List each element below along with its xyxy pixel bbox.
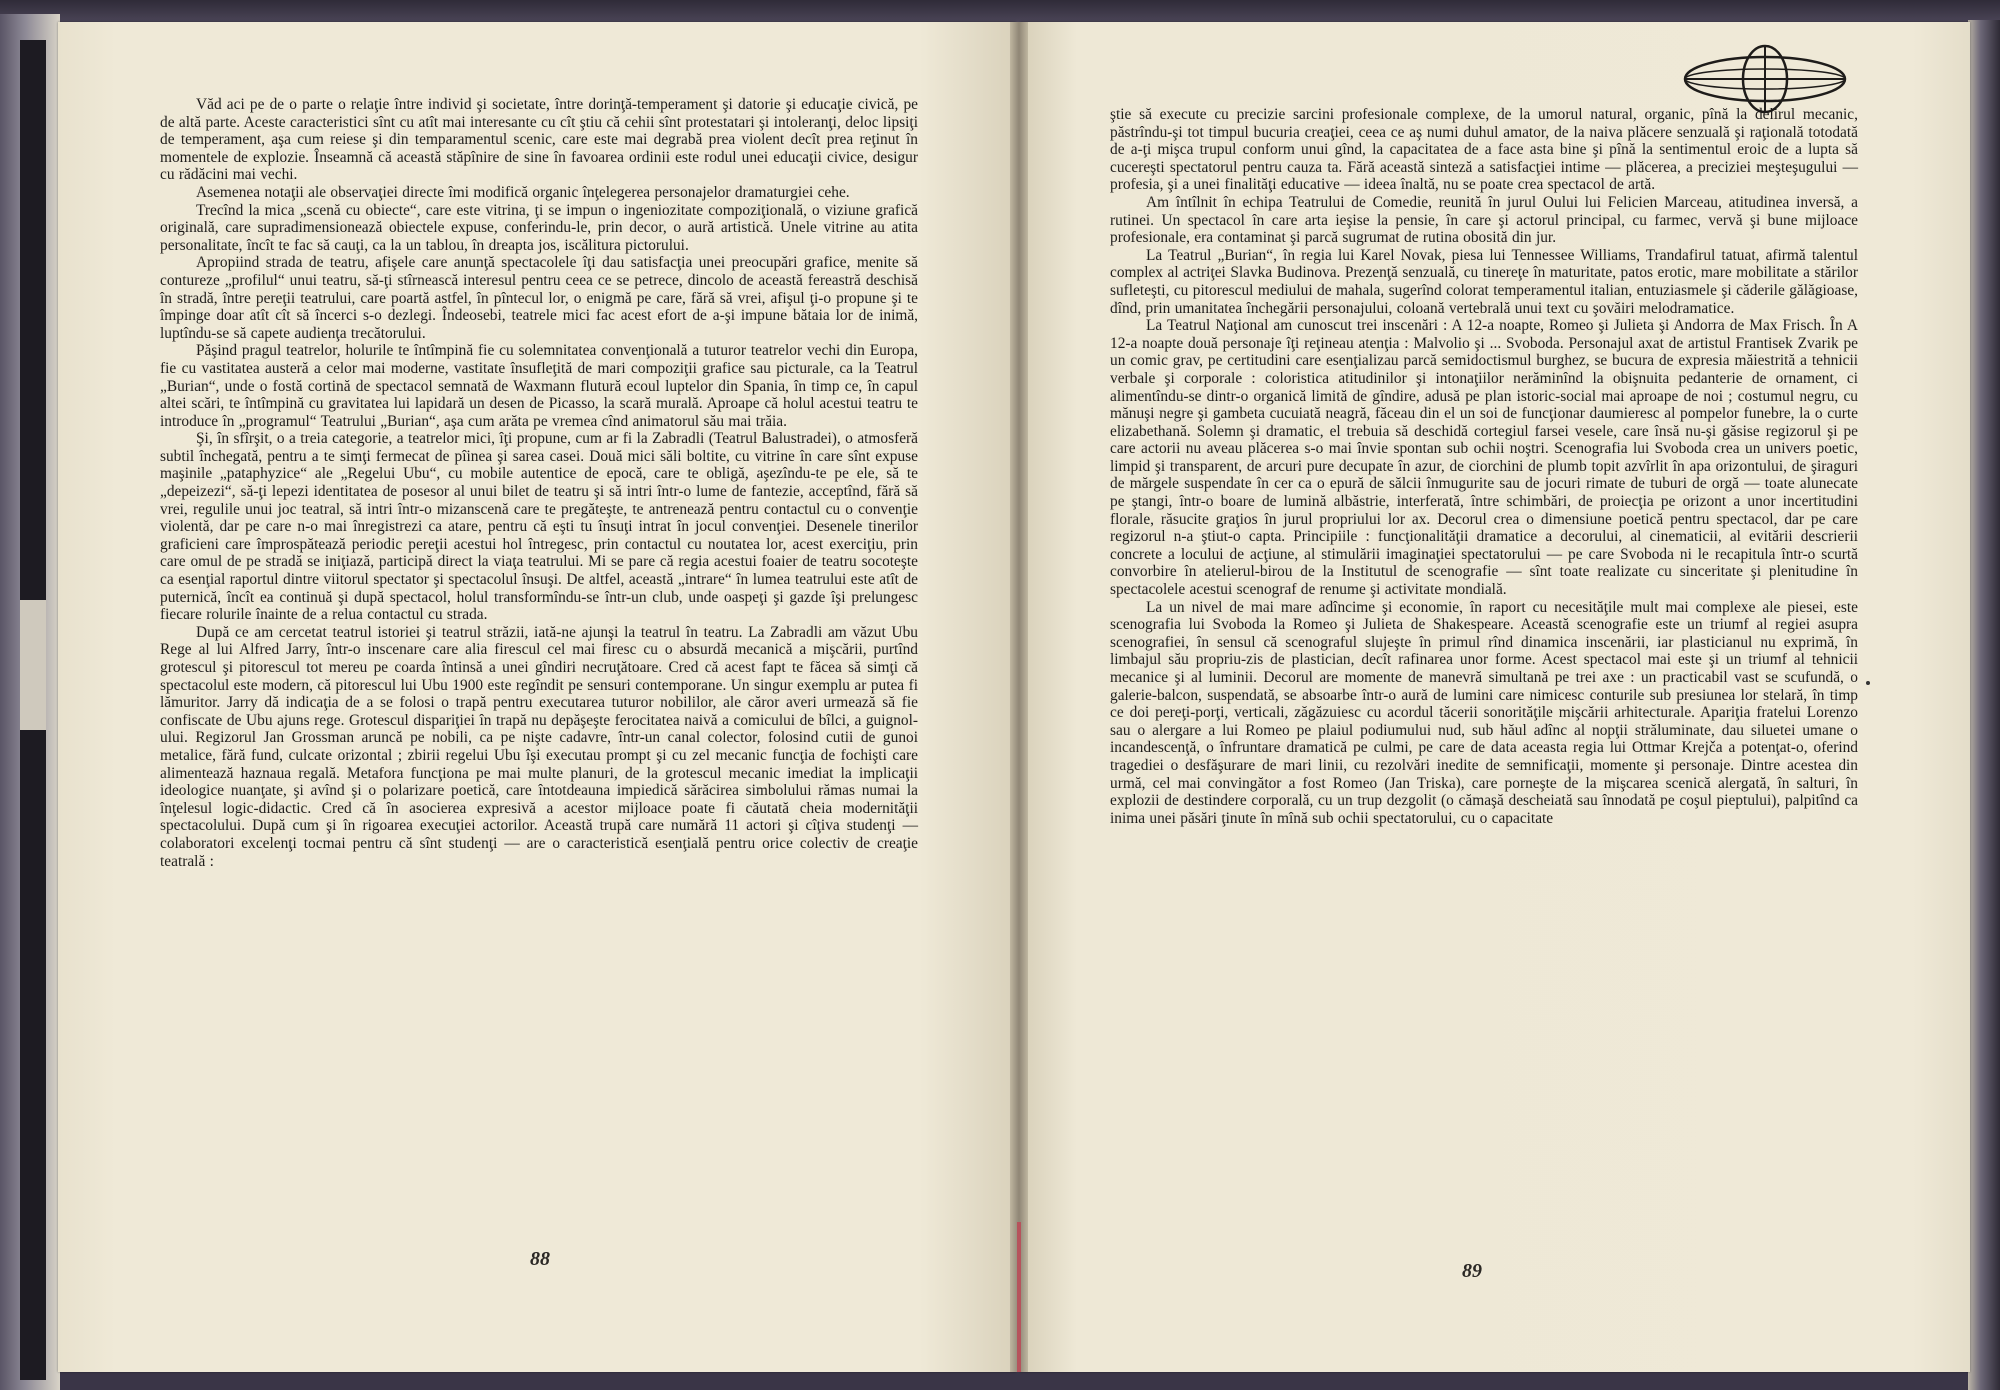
paragraph: La Teatrul Naţional am cunoscut trei inscenări : A 12-a noapte, Romeo şi Julieta şi Andorra de Max Frisch. În A 12-a noapte două personaje îţi reţineau atenţia : Malvolio şi ... Svoboda. Personajul axat de artistul Frantisek Zvarik pe un comic grav, pe certitudini care esenţializau parcă semidoctismul burghez, se bucura de expresia măiestrită a tehnicii verbale şi corporale : coloristica atitudinilor şi intonaţiilor nerăminînd la obişnuita pedanterie de ornament, ci alimentîndu-se dintr-o organică limită de gîndire, adusă pe plan istoric-social mai aproape de noi ; costumul negru, cu mănuşi negre şi gambeta cucuiată neagră, făceau din el un soi de funcţionar daumieresc al pompelor funebre, la o curte elizabethană. Solemn şi dramatic, el trebuia să deschidă cortegiul farsei vesele, care însă nu-şi găsise regizorul şi pe care actorii nu aveau plăcerea s-o mai învie spontan sub ochii noştri. Scenografia lui Svoboda crea un univers poetic, limpid şi transparent, de arcuri pure decupate în azur, de ciorchini de plumb topit azvîrlit în apa orizontului, de şiraguri de mărgele suspendate în cer ca o epură de sălcii înmugurite sau de jocuri rimate de tuburi de orgă — toate alunecate pe ştangi, într-o boare de lumină albăstrie, interferată, între schimbări, de proiecţia pe orizont a unor incertitudini florale, răsucite graţios în jurul propriului lor ax. Decorul crea o dimensiune poetică pentru spectacol, dar pe care regizorul n-a ştiut-o capta. Principiile : funcţionalităţii dramatice a decorului, al cinematicii, al evitării descrierii concrete a locului de acţiune, al stimulării imaginaţiei spectatorului — pe care Svoboda ni le recapitula într-o scurtă convorbire în atelierul-birou de la Institutul de scenografie — sînt toate realizate cu sinceritate şi plenitudine în spectacolele acestui scenograf de renume şi activitate mondială. [1110, 317, 1858, 599]
paragraph: Am întîlnit în echipa Teatrului de Comedie, reunită în jurul Oului lui Felicien Marceau, atitudinea inversă, a rutinei. Un spectacol în care arta ieşise la pensie, în care şi actorul principal, cu farmec, vervă şi bune mijloace profesionale, era contaminat şi parcă sugrumat de rutina obosită din jur. [1110, 193, 1858, 247]
paragraph: Apropiind strada de teatru, afişele care anunţă spectacolele îţi dau satisfacţia unei preocupări grafice, menite să contureze „profilul“ unui teatru, să-ţi stîrnească interesul pentru ceea ce se petrece, dincolo de această fereastră deschisă în stradă, între pereţii teatrului, care poartă astfel, în pîntecul lor, o enigmă pe care, fără să vrei, afişul ţi-o propune şi te împinge doar atît cît să încerci s-o dezlegi. Îndeosebi, teatrele mici fac acest efort de a-şi impune bătaia lor de inimă, luptîndu-se să capete audienţa trecătorului. [160, 254, 918, 342]
background-top [0, 0, 2000, 22]
globe-emblem-icon [1680, 44, 1850, 114]
book-gutter [1010, 22, 1028, 1372]
page-number-right: 89 [1462, 1260, 1482, 1282]
cover-notch [20, 600, 46, 730]
left-page-text [160, 96, 918, 870]
paragraph: Şi, în sfîrşit, o a treia categorie, a teatrelor mici, îţi propune, cum ar fi la Zabradli (Teatrul Balustradei), o atmosferă subtil închegată, pentru a te simţi fermecat de pîinea şi sarea casei. Două mici săli boltite, cu vitrine în care sînt expuse maşinile „pataphyzice“ ale „Regelui Ubu“, cu mobile autentice de epocă, care te obligă, aşezîndu-te pe ele, să te „depeizezi“, să-ţi lepezi identitatea de posesor al unui bilet de teatru şi să intri într-o lume de fantezie, acceptînd, fără să vrei, regulile unui joc teatral, să intri într-o mizanscenă care te pregăteşte, te antrenează pentru contactul cu o convenţie violentă, dar pe care n-o mai înregistrezi ca atare, pentru că eşti tu însuţi intrat în jocul convenţiei. Desenele tinerilor graficieni care împrospătează periodic pereţii acestui hol întregesc, prin contactul cu noutatea lor, acest exerciţiu, prin care omul de pe stradă se iniţiază, participă direct la viaţa teatrului. Mi se pare că regia acestui foaier de teatru socoteşte ca esenţial raportul dintre viitorul spectator şi spectacolul însuşi. De altfel, această „intrare“ în lumea teatrului este atît de puternică, încît ea continuă şi după spectacol, holul transformîndu-se într-un club, unde oaspeţi şi gazde îşi prelungesc fiecare rolurile înainte de a relua contactul cu strada. [160, 430, 918, 624]
paragraph: Trecînd la mica „scenă cu obiecte“, care este vitrina, ţi se impun o ingeniozitate compoziţională, o viziune grafică originală, care supradimensionează obiectele expuse, conferindu-le, prin decor, o aură artistică. Unele vitrine au atita personalitate, încît te fac să cauţi, ca la un tablou, în dreapta jos, iscălitura pictorului. [160, 201, 918, 254]
paragraph: Văd aci pe de o parte o relaţie între individ şi societate, între dorinţă-temperament şi datorie şi educaţie civică, pe de altă parte. Aceste caracteristici sînt cu atît mai interesante cu cît ştiu că cehii sînt protestatari şi intoleranţi, deloc lipsiţi de temperament, aşa cum reiese şi din temparamentul scenic, care este mai degrabă prea violent decît prea reţinut în momentele de explozie. Înseamnă că această stăpînire de sine în favoarea ordinii este rodul unei educaţii civice, desigur cu rădăcini mai vechi. [160, 96, 918, 184]
paragraph: Asemenea notaţii ale observaţiei directe îmi modifică organic înţelegerea personajelor dramaturgiei cehe. [196, 183, 850, 201]
paragraph: După ce am cercetat teatrul istoriei şi teatrul străzii, iată-ne ajunşi la teatrul în teatru. La Zabradli am văzut Ubu Rege al lui Alfred Jarry, într-o inscenare care alia firescul cel mai firesc cu o absurdă mecanică a mişcării, purtînd grotescul şi pitorescul tot mereu pe coarda întinsă a unei gîndiri necruţătoare. Cred că acest fapt te făcea să simţi că spectacolul este modern, că pitorescul lui Ubu 1900 este regîndit pe sensuri contemporane. Un singur exemplu ar putea fi lămuritor. Jarry dă indicaţia de a se folosi o trapă pentru executarea tuturor nobililor, ale căror averi urmează să fie confiscate de Ubu ajuns rege. Grotescul dispariţiei în trapă nu depăşeşte ferocitatea naivă a comicului de bîlci, a guignol-ului. Regizorul Jan Grossman aruncă pe nobili, ca pe nişte cadavre, într-un canal colector, folosind cutii de gunoi metalice, fără fund, culcate orizontal ; zbirii regelui Ubu îşi executau prompt şi cu zel mecanic funcţia de fochişti care alimentează haznaua regală. Metafora funcţiona pe mai multe planuri, de la grotescul mecanic imediat la implicaţii ideologice nuanţate, şi avînd şi o polarizare poetică, care întotdeauna impiedică sărăcirea simbolului rămas numai la înţelesul logic-didactic. Cred că în asocierea expresivă a acestor mijloace poate fi căutată cheia modernităţii spectacolului. După cum şi în rigoarea execuţiei actorilor. Această trupă care numără 11 actori şi cîţiva studenţi — colaboratori excelenţi tocmai pentru că sînt studenţi — are o caracteristică esenţială pentru orice colectiv de creaţie teatrală : [160, 623, 918, 870]
cover-edge-strip [20, 40, 46, 1380]
paragraph: La un nivel de mai mare adîncime şi economie, în raport cu necesităţile mult mai complexe ale piesei, este scenografia lui Svoboda la Romeo şi Julieta de Shakespeare. Această scenografie este un triumf al regiei asupra scenografiei, în sensul că scenograful slujeşte în primul rînd dinamica inscenării, iar plasticianul nu exprimă, în limbajul său propriu-zis de plastician, decît rafinarea unor forme. Acest spectacol mai este şi un triumf al tehnicii mecanice şi al luminii. Decorul are momente de manevră simultană pe trei axe : un practicabil vast se scufundă, o galerie-balcon, suspendată, se absoarbe într-o aură de lumini care nimicesc conturile sub presiunea lor stelară, în timp ce doi pereţi-porţi, verticali, zăgăzuiesc cu acordul tăcerii sonorităţile mişcării arhitecturale. Apariţia fratelui Lorenzo sau o alergare a lui Romeo pe plaiul podiumului nud, sub hăul adînc al nopţii străluminate, dau siluetei umane o incandescenţă, o înfruntare dramatică pe culmi, pe care de data aceasta regia lui Ottmar Krejča a potenţat-o, oferind tragediei o desfăşurare de mari linii, cu rezolvări inedite de semnificaţii, momente şi personaje. Dintre acestea din urmă, cel mai convingător a fost Romeo (Jan Triska), care porneşte de la mişcarea scenică alergată, în salturi, în explozii de destindere corporală, cu un trup dezgolit (o cămaşă descheiată sau înnodată pe coşul pieptului), palpitînd ca inima unei păsări ţinute în mînă sub ochii spectatorului, cu o capacitate [1110, 598, 1858, 827]
paragraph: Păşind pragul teatrelor, holurile te întîmpină fie cu solemnitatea convenţională a tuturor teatrelor vechi din Europa, fie cu vastitatea austeră a celor mai moderne, vastitate însufleţită de mari compoziţii grafice sau picturale, ca la Teatrul „Burian“, unde o fostă cortină de spectacol semnată de Waxmann flutură ecoul luptelor din Spania, în timp ce, în capul altei scări, te întîmpină cu gravitatea lui lapidară un desen de Picasso, la scară murală. Aproape că holul acestui teatru te introduce în „programul“ Teatrului „Burian“, aşa cum arăta pe vremea cînd animatorul său mai trăia. [160, 342, 918, 430]
paragraph: ştie să execute cu precizie sarcini profesionale complexe, de la umorul natural, organic, pînă la delirul mecanic, păstrîndu-şi tot timpul bucuria creaţiei, ceea ce aş numi duhul amator, de la naiva plăcere senzuală şi raţională totodată de a-ţi mişca trupul conform unui gînd, la capacitatea de a face asta bine şi pînă la sentimentul eroic de a lupta să cucereşti spectatorul pentru cauza ta. Fără această sinteză a satisfacţiei intime — plăcerea, a preciziei meşteşugului — profesia, şi a unei finalităţi educative — ideea înaltă, nu se poate crea spectacol de artă. [1110, 106, 1858, 194]
page-number-left: 88 [530, 1248, 550, 1270]
paragraph: La Teatrul „Burian“, în regia lui Karel Novak, piesa lui Tennessee Williams, Trandafirul tatuat, afirmă talentul complex al actriţei Slavka Budinova. Prezenţă senzuală, cu tinereţe în maturitate, patos erotic, mare mobilitate a stărilor sufleteşti, cu pitorescul mediului de mahala, sugerînd colorat temperamentul italian, entuziasmele şi căderile gălăgioase, dînd, prin umanitatea închegării personajului, coloană vertebrală unui text cu şovăiri melodramatice. [1110, 246, 1858, 317]
margin-mark [1866, 681, 1870, 685]
book-cover-right [1968, 20, 2000, 1390]
right-page-text [1110, 106, 1858, 827]
binding-thread [1017, 1222, 1021, 1372]
